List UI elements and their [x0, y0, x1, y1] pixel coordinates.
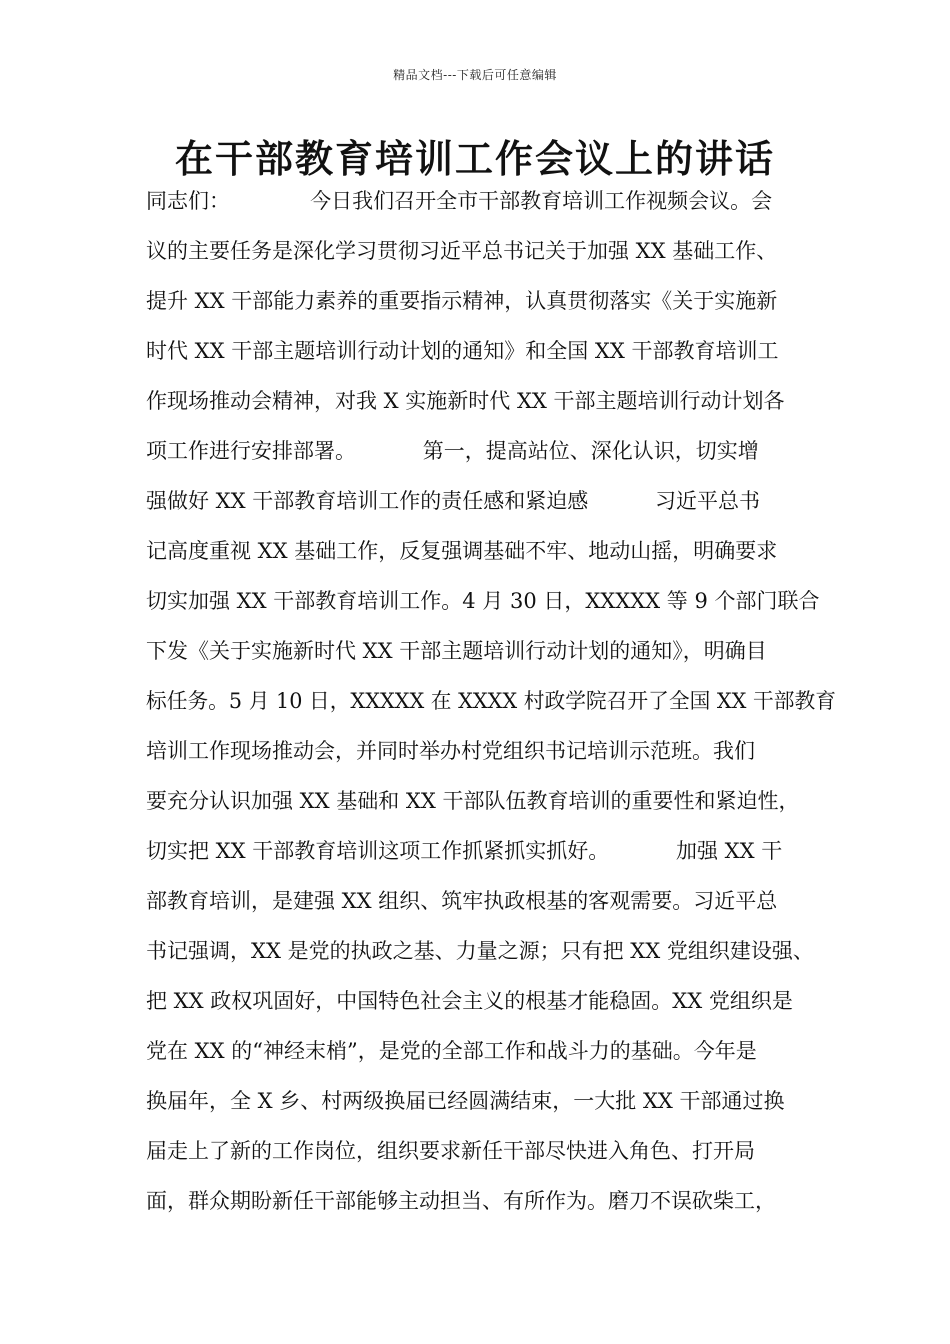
body-text-line: 项工作进行安排部署。 第一，提高站位、深化认识，切实增: [146, 439, 759, 463]
body-text-line: 记高度重视 XX 基础工作，反复强调基础不牢、地动山摇，明确要求: [146, 539, 778, 563]
body-text-line: 切实加强 XX 干部教育培训工作。4 月 30 日，XXXXX 等 9 个部门联合: [146, 589, 820, 613]
document-body: [146, 180, 836, 1230]
body-text-line: 培训工作现场推动会，并同时举办村党组织书记培训示范班。我们: [146, 739, 755, 763]
header-note: 精品文档---下载后可任意编辑: [393, 68, 557, 82]
body-text-line: 部教育培训，是建强 XX 组织、筑牢执政根基的客观需要。习近平总: [146, 889, 778, 913]
body-text-line: 强做好 XX 干部教育培训工作的责任感和紧迫感 习近平总书: [146, 489, 761, 513]
body-text-line: 标任务。5 月 10 日，XXXXX 在 XXXX 村政学院召开了全国 XX 干部教育: [146, 689, 836, 713]
body-text-line: 把 XX 政权巩固好，中国特色社会主义的根基才能稳固。XX 党组织是: [146, 989, 793, 1013]
body-text-line: 提升 XX 干部能力素养的重要指示精神，认真贯彻落实《关于实施新: [146, 289, 778, 313]
body-text-line: 届走上了新的工作岗位，组织要求新任干部尽快进入角色、打开局: [146, 1139, 755, 1163]
body-text-line: 同志们： 今日我们召开全市干部教育培训工作视频会议。会: [146, 189, 773, 213]
body-text-line: 作现场推动会精神，对我 X 实施新时代 XX 干部主题培训行动计划各: [146, 389, 785, 413]
body-text-line: 要充分认识加强 XX 基础和 XX 干部队伍教育培训的重要性和紧迫性，: [146, 789, 800, 813]
body-text-line: 议的主要任务是深化学习贯彻习近平总书记关于加强 XX 基础工作、: [146, 239, 778, 263]
document-title: 在干部教育培训工作会议上的讲话: [174, 136, 775, 181]
body-text-line: 面，群众期盼新任干部能够主动担当、有所作为。磨刀不误砍柴工，: [146, 1189, 776, 1213]
body-text-line: 党在 XX 的“神经末梢”，是党的全部工作和战斗力的基础。今年是: [146, 1039, 757, 1063]
body-text-line: 时代 XX 干部主题培训行动计划的通知》和全国 XX 干部教育培训工: [146, 339, 779, 363]
body-text-line: 切实把 XX 干部教育培训这项工作抓紧抓实抓好。 加强 XX 干: [146, 839, 783, 863]
body-text-line: 换届年，全 X 乡、村两级换届已经圆满结束，一大批 XX 干部通过换: [146, 1089, 785, 1113]
body-text-line: 下发《关于实施新时代 XX 干部主题培训行动计划的通知》，明确目: [146, 639, 767, 663]
body-text-line: 书记强调，XX 是党的执政之基、力量之源；只有把 XX 党组织建设强、: [146, 939, 814, 963]
